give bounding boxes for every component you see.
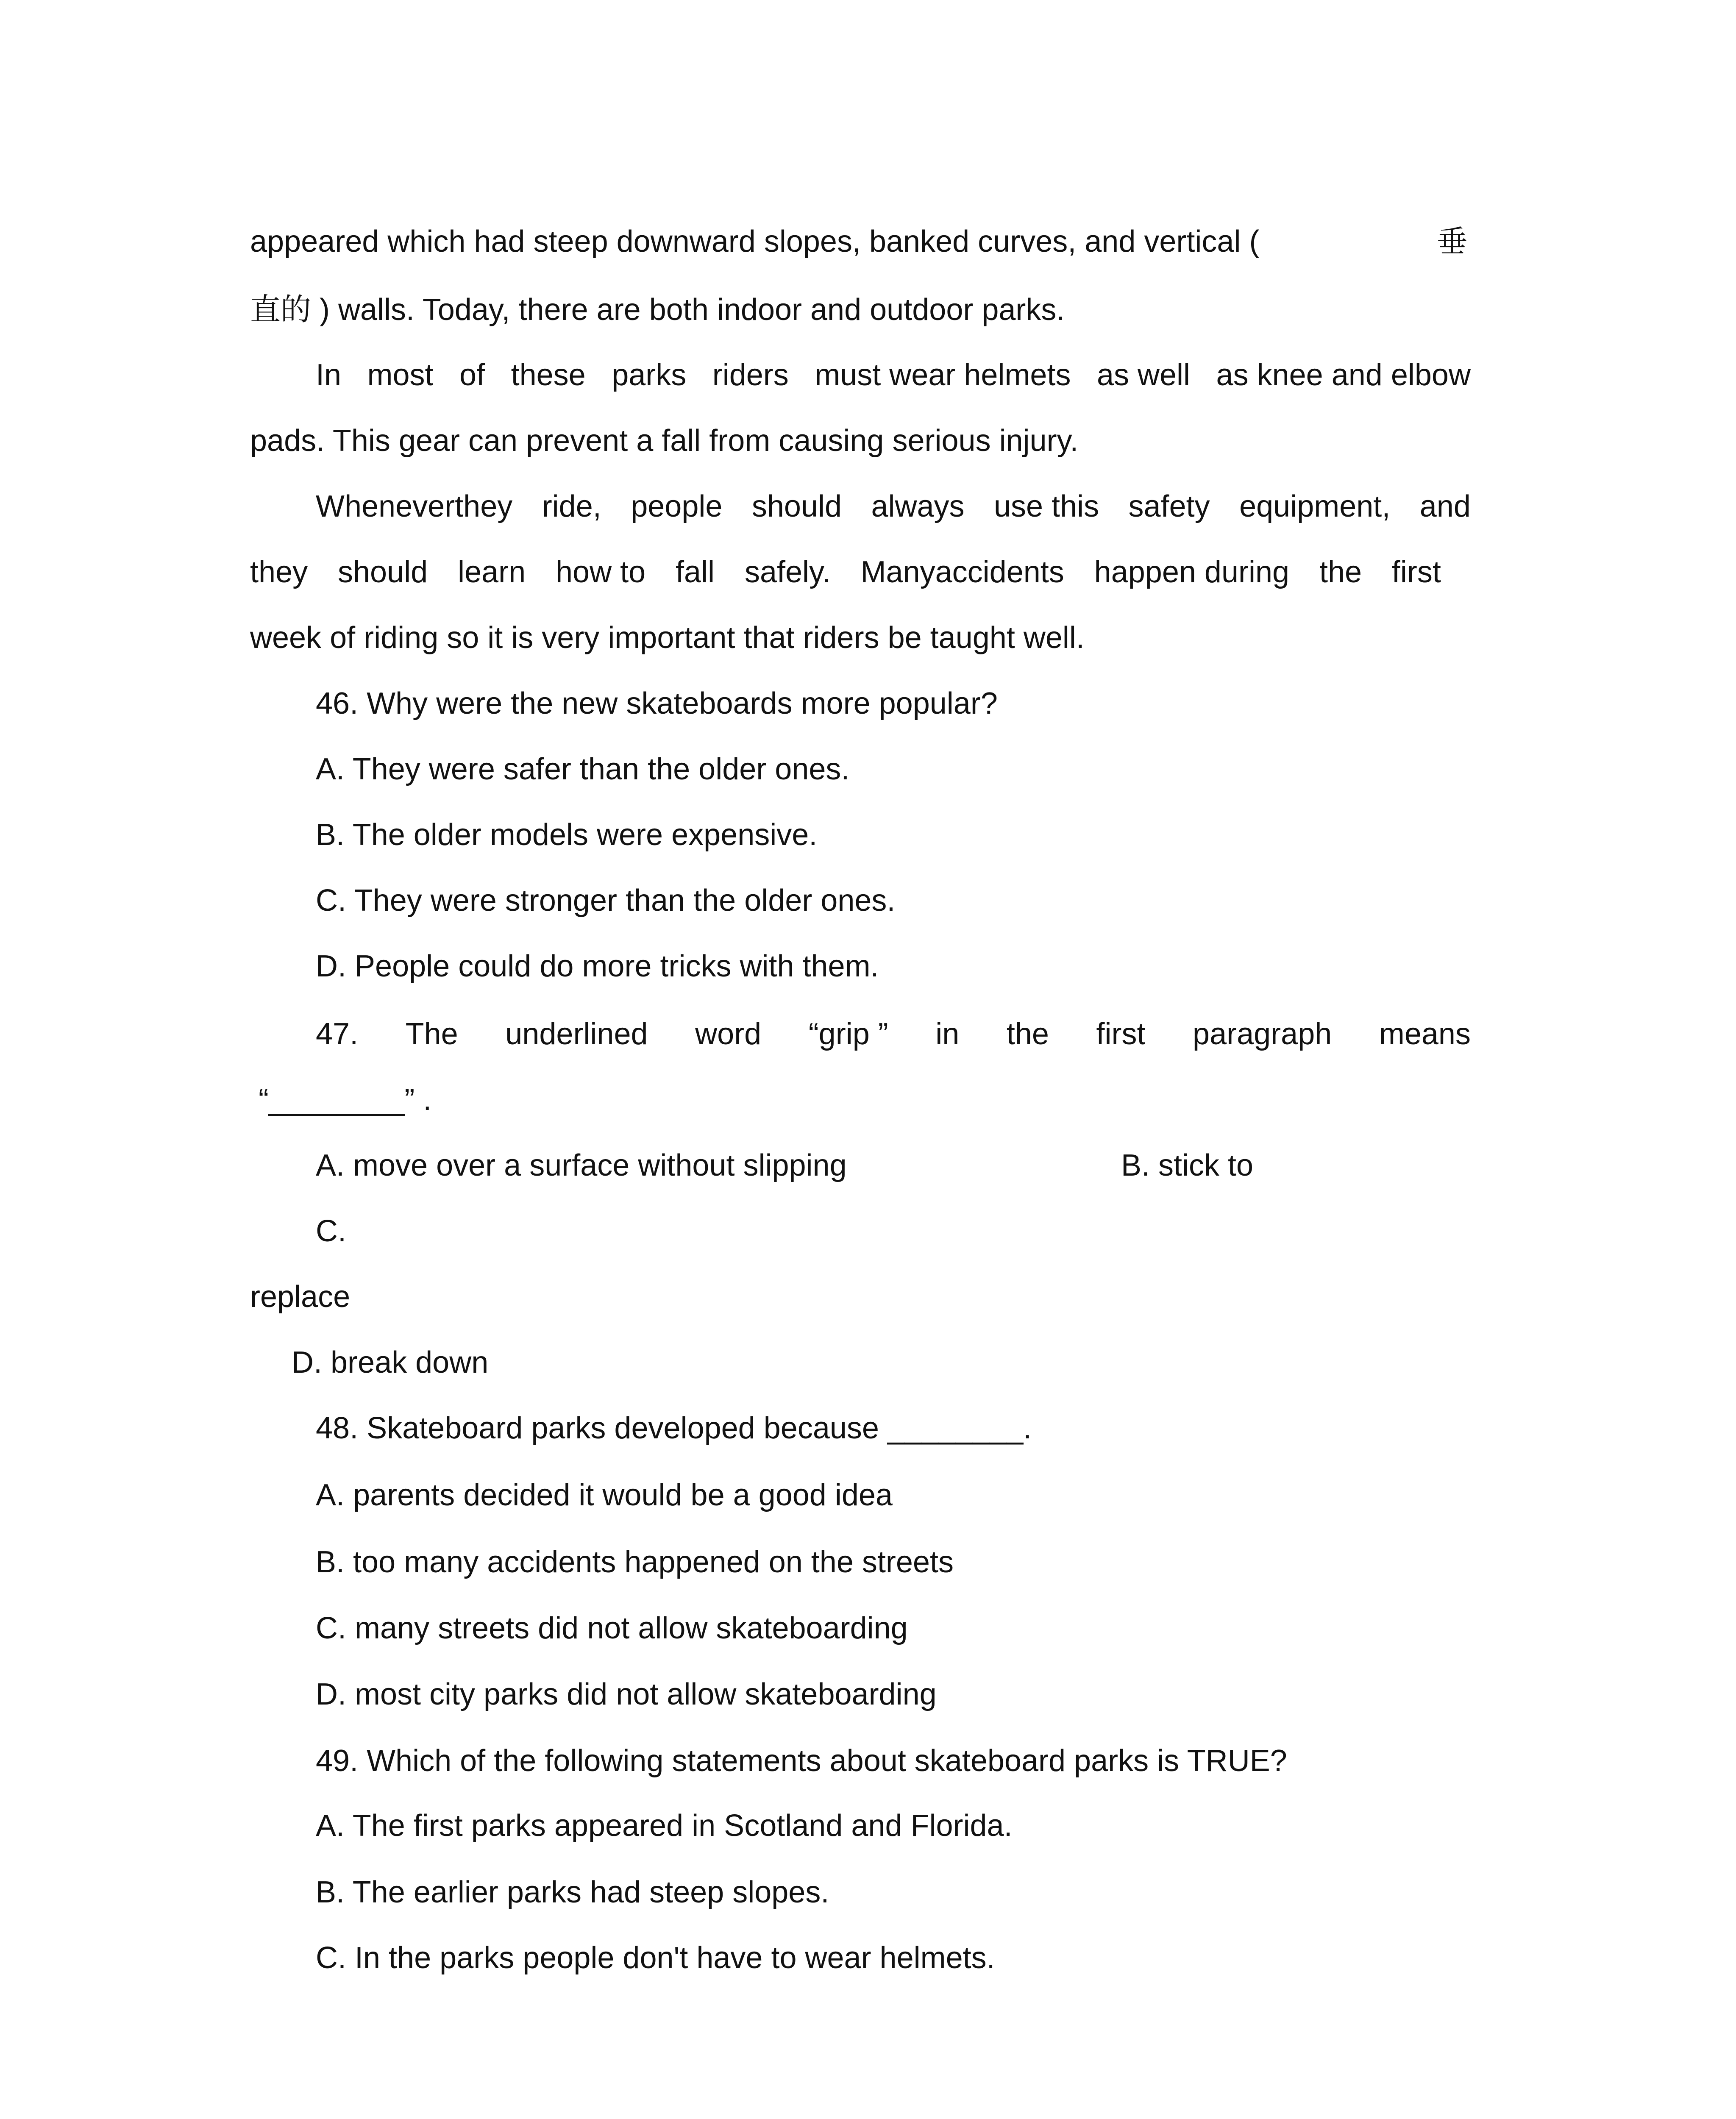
paragraph-3-line-2 [250,551,1441,593]
paragraph-word: fall [676,555,715,589]
q46-option-d: D. People could do more tricks with them. [316,949,879,983]
q46-option-c: C. They were stronger than the older ones. [316,884,896,918]
paragraph-word: Manyaccidents [860,555,1064,589]
paragraph-2-line-2: pads. This gear can prevent a fall from causing serious injury. [250,424,1079,458]
paragraph-word: Wheneverthey [316,489,513,523]
q47-option-b: B. stick to [1121,1148,1254,1182]
q49-option-a: A. The first parks appeared in Scotland and Florida. [316,1809,1013,1843]
q47-question-word: underlined [505,1017,648,1051]
paragraph-word: as knee and elbow [1216,358,1471,392]
paragraph-word: equipment, [1239,489,1391,523]
q47-option-c-label: C. [316,1214,346,1248]
paragraph-3-line-3: week of riding so it is very important that riders be taught well. [250,621,1085,655]
paragraph-word: should [337,555,428,589]
q47-question-word: the [1006,1017,1049,1051]
q47-option-d: D. break down [292,1346,489,1379]
paragraph-word: learn [458,555,526,589]
paragraph-word: must wear helmets [815,358,1071,392]
q48-question: 48. Skateboard parks developed because ________. [316,1411,1032,1445]
q49-option-b: B. The earlier parks had steep slopes. [316,1875,829,1909]
paragraph-word: parks [612,358,687,392]
paragraph-word: they [250,555,308,589]
passage-line-1: appeared which had steep downward slopes, banked curves, and vertical ( [250,225,1260,259]
q48-option-b: B. too many accidents happened on the streets [316,1545,954,1579]
paragraph-word: riders [712,358,789,392]
q49-option-c: C. In the parks people don't have to wear helmets. [316,1941,995,1975]
passage-line-2: 直的 ) walls. Today, there are both indoor and outdoor parks. [250,292,1065,327]
paragraph-word: most [367,358,434,392]
passage-cjk-char: 垂 [1437,224,1468,259]
paragraph-word: safety [1128,489,1210,523]
q47-question-word: in [935,1017,960,1051]
q47-option-c-text: replace [250,1280,351,1314]
paragraph-word: first [1391,555,1441,589]
paragraph-word: as well [1096,358,1191,392]
paragraph-3-line-1 [316,485,1471,528]
paragraph-word: how to [556,555,646,589]
q47-question-word: first [1096,1017,1146,1051]
paragraph-word: these [511,358,586,392]
paragraph-word: people [631,489,723,523]
paragraph-word: and [1419,489,1471,523]
paragraph-word: should [751,489,842,523]
q47-blank: “________” . [259,1083,432,1117]
paragraph-word: the [1319,555,1362,589]
q48-option-a: A. parents decided it would be a good idea [316,1478,893,1512]
q47-question-word: means [1379,1017,1471,1051]
q47-option-a: A. move over a surface without slipping [316,1148,847,1182]
q46-option-b: B. The older models were expensive. [316,818,818,852]
q47-question-word: paragraph [1193,1017,1332,1051]
q47-question-word: word [695,1017,762,1051]
q46-option-a: A. They were safer than the older ones. [316,752,850,786]
q47-question-word: “grip ” [808,1017,888,1051]
paragraph-word: use this [993,489,1099,523]
paragraph-word: of [459,358,485,392]
paragraph-word: always [871,489,965,523]
q46-question: 46. Why were the new skateboards more popular? [316,687,998,720]
paragraph-word: In [316,358,342,392]
q49-question: 49. Which of the following statements about skateboard parks is TRUE? [316,1744,1287,1778]
q48-option-c: C. many streets did not allow skateboarding [316,1611,908,1645]
paragraph-word: ride, [542,489,601,523]
q48-option-d: D. most city parks did not allow skateboarding [316,1677,937,1711]
paragraph-2-line-1 [316,354,1471,396]
q47-question-word: 47. [316,1017,359,1051]
paragraph-word: happen during [1094,555,1290,589]
q47-question [316,1013,1471,1055]
q47-question-word: The [405,1017,458,1051]
paragraph-word: safely. [744,555,831,589]
